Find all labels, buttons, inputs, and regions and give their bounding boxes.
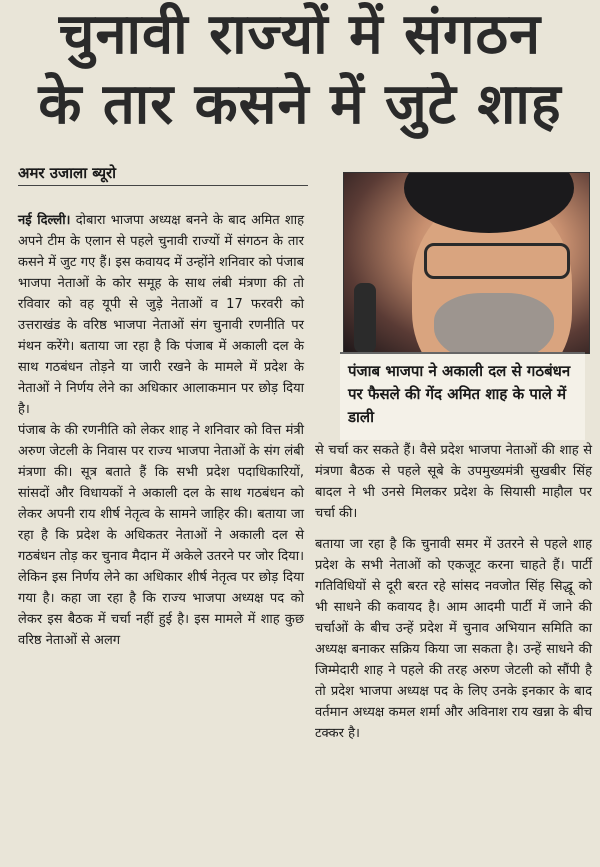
byline: अमर उजाला ब्यूरो	[18, 163, 308, 186]
article-column-1	[18, 210, 304, 651]
article-paragraph-3: से चर्चा कर सकते हैं। वैसे प्रदेश भाजपा नेताओं की शाह से मंत्रणा बैठक से पहले सूबे के उपमुख्यमंत्री सुखबीर सिंह बादल ने भी उनसे मिलकर प्रदेश के सियासी माहौल पर चर्चा की।	[315, 443, 592, 521]
article-column-2	[315, 440, 592, 744]
headline-line-2: के तार कसने में जुटे शाह	[38, 72, 562, 137]
dateline: नई दिल्ली।	[18, 213, 71, 228]
microphone-shape	[354, 283, 376, 353]
headline	[0, 0, 600, 140]
glasses-shape	[424, 243, 570, 279]
article-paragraph-2: पंजाब के की रणनीति को लेकर शाह ने शनिवार को वित्त मंत्री अरुण जेटली के निवास पर राज्य भाजपा नेताओं के संग लंबी मंत्रणा की। सूत्र बताते हैं कि सभी प्रदेश पदाधिकारियों, सांसदों और विधायकों ने अकाली दल के साथ गठबंधन को लेकर अपनी राय शीर्ष नेतृत्व के सामने जाहिर की। बताया जा रहा है कि प्रदेश के अधिकतर नेताओं ने अकाली दल से गठबंधन तोड़ कर चुनाव मैदान में अकेले उतरने पर जोर दिया। लेकिन इस निर्णय लेने का अधिकार शीर्ष नेतृत्व पर छोड़ दिया गया है। कहा जा रहा है कि राज्य भाजपा अध्यक्ष पद को लेकर इस बैठक में चर्चा नहीं हुई है। इस मामले में शाह कुछ वरिष्ठ नेताओं से अलग	[18, 423, 304, 648]
headline-line-1: चुनावी राज्यों में संगठन	[58, 2, 542, 67]
article-paragraph-4: बताया जा रहा है कि चुनावी समर में उतरने से पहले शाह प्रदेश के सभी नेताओं को एकजूट करना चाहते हैं। पार्टी गतिविधियों से दूरी बरत रहे सांसद नवजोत सिंह सिद्धू को भी साधने की कवायद है। आम आदमी पार्टी में जाने की चर्चाओं के बीच उन्हें प्रदेश में चुनाव अभियान समिति का अध्यक्ष बनाकर सक्रिय किया जा सकता है। उन्हें साधने की जिम्मेदारी शाह ने पहले की तरह अरुण जेटली को सौंपी है तो प्रदेश भाजपा अध्यक्ष पद के लिए उनके इनकार के बाद वर्तमान अध्यक्ष कमल शर्मा और अविनाश राय खन्ना के बीच टक्कर है।	[315, 537, 592, 741]
article-paragraph-1	[18, 210, 304, 420]
beard-shape	[434, 293, 554, 354]
article-text-1: दोबारा भाजपा अध्यक्ष बनने के बाद अमित शाह अपने टीम के एलान से पहले चुनावी राज्यों में संगठन के तार कसने में जुट गए हैं। इस कवायद में उन्होंने शनिवार को पंजाब भाजपा नेताओं के कोर समूह के साथ लंबी मंत्रणा की तो रविवार को वह यूपी से जुड़े नेताओं व 17 फरवरी को उत्तराखंड के वरिष्ठ भाजपा नेताओं संग चुनावी रणनीति पर मंथन करेंगे। बताया जा रहा है कि पंजाब में अकाली दल के साथ गठबंधन तोड़ने या जारी रखने के मामले में प्रदेश के नेताओं ने निर्णय लेने का अधिकार आलाकमान पर छोड़ दिया है।	[18, 213, 304, 417]
news-photo	[343, 172, 590, 354]
photo-caption: पंजाब भाजपा ने अकाली दल से गठबंधन पर फैसले की गेंद अमित शाह के पाले में डाली	[340, 352, 585, 440]
